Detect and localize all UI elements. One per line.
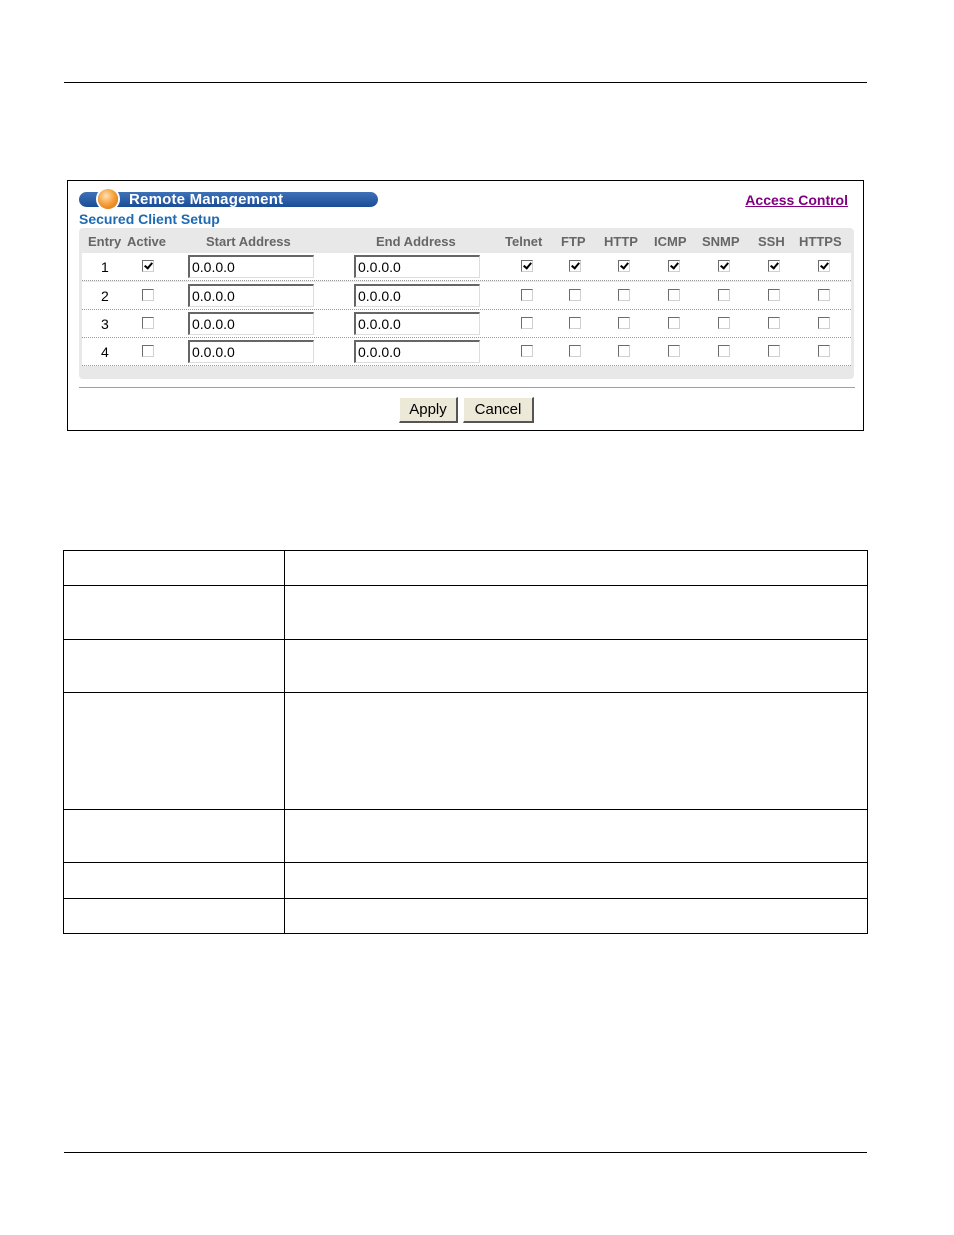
header-telnet: Telnet xyxy=(505,234,543,249)
row-divider xyxy=(64,639,867,640)
column-divider xyxy=(284,551,285,933)
start-address-input[interactable] xyxy=(188,312,314,335)
table-row xyxy=(82,310,851,338)
entry-number: 2 xyxy=(101,288,109,304)
https-checkbox[interactable] xyxy=(818,289,830,301)
header-snmp: SNMP xyxy=(702,234,740,249)
secured-client-table xyxy=(79,228,854,379)
ssh-checkbox[interactable] xyxy=(768,260,780,272)
ftp-checkbox[interactable] xyxy=(569,317,581,329)
row-divider xyxy=(64,898,867,899)
header-ftp: FTP xyxy=(561,234,586,249)
snmp-checkbox[interactable] xyxy=(718,345,730,357)
ssh-checkbox[interactable] xyxy=(768,289,780,301)
telnet-checkbox[interactable] xyxy=(521,345,533,357)
page-footer-rule xyxy=(64,1152,867,1153)
https-checkbox[interactable] xyxy=(818,345,830,357)
ftp-checkbox[interactable] xyxy=(569,345,581,357)
remote-management-panel xyxy=(67,180,864,431)
http-checkbox[interactable] xyxy=(618,345,630,357)
icmp-checkbox[interactable] xyxy=(668,345,680,357)
header-end-address: End Address xyxy=(376,234,456,249)
snmp-checkbox[interactable] xyxy=(718,289,730,301)
apply-button[interactable]: Apply xyxy=(399,397,458,423)
telnet-checkbox[interactable] xyxy=(521,317,533,329)
active-checkbox[interactable] xyxy=(142,260,154,272)
ftp-checkbox[interactable] xyxy=(569,289,581,301)
header-ssh: SSH xyxy=(758,234,785,249)
https-checkbox[interactable] xyxy=(818,260,830,272)
header-icmp: ICMP xyxy=(654,234,687,249)
active-checkbox[interactable] xyxy=(142,289,154,301)
http-checkbox[interactable] xyxy=(618,289,630,301)
telnet-checkbox[interactable] xyxy=(521,260,533,272)
ssh-checkbox[interactable] xyxy=(768,317,780,329)
end-address-input[interactable] xyxy=(354,284,480,307)
snmp-checkbox[interactable] xyxy=(718,317,730,329)
header-https: HTTPS xyxy=(799,234,842,249)
snmp-checkbox[interactable] xyxy=(718,260,730,272)
section-title: Secured Client Setup xyxy=(79,211,220,227)
end-address-input[interactable] xyxy=(354,340,480,363)
description-table xyxy=(63,550,868,934)
icmp-checkbox[interactable] xyxy=(668,289,680,301)
ftp-checkbox[interactable] xyxy=(569,260,581,272)
title-bar xyxy=(79,192,378,207)
entry-number: 3 xyxy=(101,316,109,332)
cancel-button[interactable]: Cancel xyxy=(463,397,534,423)
start-address-input[interactable] xyxy=(188,284,314,307)
row-divider xyxy=(64,692,867,693)
http-checkbox[interactable] xyxy=(618,317,630,329)
entry-number: 1 xyxy=(101,259,109,275)
row-divider xyxy=(64,862,867,863)
header-start-address: Start Address xyxy=(206,234,291,249)
ssh-checkbox[interactable] xyxy=(768,345,780,357)
access-control-link[interactable]: Access Control xyxy=(745,192,848,208)
page-header-rule xyxy=(64,82,867,83)
start-address-input[interactable] xyxy=(188,255,314,278)
table-row xyxy=(82,282,851,310)
https-checkbox[interactable] xyxy=(818,317,830,329)
header-active: Active xyxy=(127,234,167,249)
header-entry: Entry xyxy=(88,234,122,249)
orb-icon xyxy=(98,189,118,209)
end-address-input[interactable] xyxy=(354,312,480,335)
entry-number: 4 xyxy=(101,344,109,360)
table-row xyxy=(82,253,851,281)
table-row xyxy=(82,338,851,366)
icmp-checkbox[interactable] xyxy=(668,260,680,272)
panel-title: Remote Management xyxy=(129,191,284,208)
row-divider xyxy=(64,585,867,586)
telnet-checkbox[interactable] xyxy=(521,289,533,301)
start-address-input[interactable] xyxy=(188,340,314,363)
header-http: HTTP xyxy=(604,234,638,249)
button-separator xyxy=(79,387,855,388)
end-address-input[interactable] xyxy=(354,255,480,278)
icmp-checkbox[interactable] xyxy=(668,317,680,329)
row-divider xyxy=(64,809,867,810)
active-checkbox[interactable] xyxy=(142,317,154,329)
http-checkbox[interactable] xyxy=(618,260,630,272)
active-checkbox[interactable] xyxy=(142,345,154,357)
